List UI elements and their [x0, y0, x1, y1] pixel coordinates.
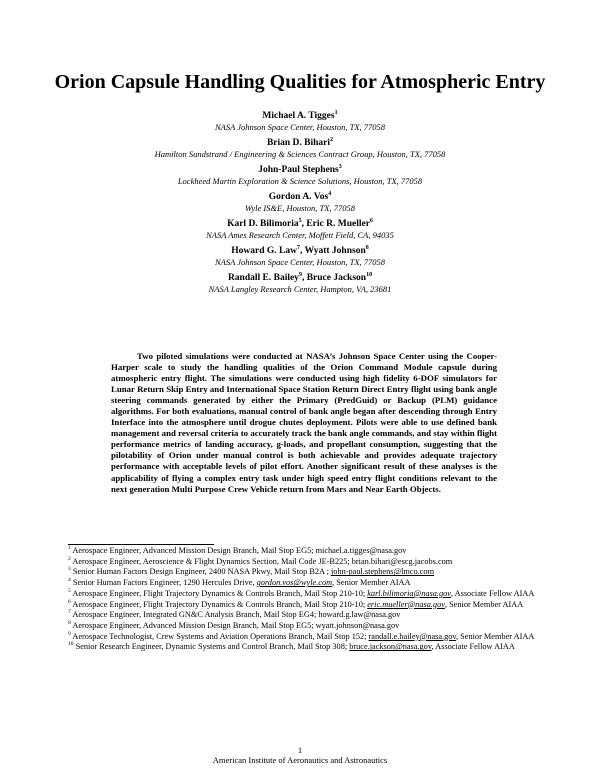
footnote-email-link[interactable]: eric.mueller@nasa.gov [367, 599, 445, 609]
footnote-text: Aerospace Technologist, Crew Systems and Aviation Operations Branch, Mail Stop 152; [72, 631, 369, 641]
footnote-text-suffix: , Senior Member AIAA [332, 578, 411, 588]
footnote [68, 600, 544, 611]
author-block-2 [0, 137, 600, 160]
footnote-text: Aerospace Engineer, Advanced Mission Design Branch, Mail Stop EG5; wyatt.johnson@nasa.gov [72, 620, 400, 630]
author-sup: 6 [369, 217, 373, 224]
author-block-4 [0, 191, 600, 214]
author-name: Brian D. Bihari [266, 138, 331, 148]
author-sup: 4 [328, 190, 332, 197]
author-sup: 2 [330, 136, 334, 143]
author-name: Howard G. Law [231, 246, 297, 256]
footnote-text-suffix: , Associate Fellow AIAA [431, 642, 515, 652]
footnote-marker: 2 [68, 555, 71, 562]
footnote [68, 642, 544, 653]
footnote-text: Aerospace Engineer, Flight Trajectory Dynamics & Controls Branch, Mail Stop 210-10; [72, 588, 368, 598]
footnotes [68, 546, 544, 653]
footnote-email-link[interactable]: randall.e.bailey@nasa.gov [368, 631, 457, 641]
footnote-email-link[interactable]: bruce.jackson@nasa.gov [349, 642, 432, 652]
author-name: Eric R. Mueller [306, 219, 370, 229]
footnote-text-suffix: , Associate Fellow AIAA [450, 588, 535, 598]
footnote-marker: 7 [68, 609, 71, 616]
footnote-text-suffix: , Senior Member AIAA [444, 599, 524, 609]
footnote-text: Aerospace Engineer, Flight Trajectory Dynamics & Controls Branch, Mail Stop 210-10; [72, 599, 368, 609]
author-name: Gordon A. Vos [268, 192, 329, 202]
author-block-1 [0, 110, 600, 133]
author-affiliation: Wyle IS&E, Houston, TX, 77058 [245, 203, 355, 213]
footnote-marker: 10 [68, 641, 74, 648]
author-name: Wyatt Johnson [304, 246, 366, 256]
author-block-7: Randall E. Bailey$^9$, Bruce Jackson$^{10}$ NASA Langley Research Center, Hampton, VA, 23681 [0, 272, 600, 295]
footnote-text: Aerospace Engineer, Advanced Mission Design Branch, Mail Stop EG5; michael.a.tigges@nasa.gov [72, 546, 407, 555]
author-name: Karl D. Bilimoria [227, 219, 299, 229]
author-affiliation: NASA Ames Research Center, Moffett Field, CA, 94035 [206, 230, 394, 240]
author-affiliation: NASA Langley Research Center, Hampton, VA, 23681 [208, 284, 392, 294]
footnote-marker: 3 [68, 566, 71, 573]
author-sup: 10 [366, 271, 373, 278]
author-block-5: Karl D. Bilimoria$^5$, Eric R. Mueller$^6$ NASA Ames Research Center, Moffett Field, CA, 94035 [0, 218, 600, 241]
footnote-text: Senior Research Engineer, Dynamic Systems and Control Branch, Mail Stop 308; [75, 642, 350, 652]
footnote-marker: 8 [68, 620, 71, 627]
author-sup: 8 [365, 244, 369, 251]
footnote-marker: 9 [68, 630, 71, 637]
footnote [68, 610, 544, 621]
author-affiliation: NASA Johnson Space Center, Houston, TX, 77058 [214, 257, 386, 267]
footnote-email-link[interactable]: john-paul.stephens@lmco.com [331, 567, 435, 577]
footnote [68, 589, 544, 600]
footnote-text-suffix: , Senior Member AIAA [456, 631, 535, 641]
author-sup: 7 [296, 244, 300, 251]
footnote [68, 546, 544, 557]
footnote [68, 578, 544, 589]
author-list [0, 110, 600, 299]
author-name: Randall E. Bailey [227, 273, 299, 283]
author-affiliation: NASA Johnson Space Center, Houston, TX, 77058 [214, 122, 386, 132]
author-name: Michael A. Tigges [262, 111, 335, 121]
author-name: John-Paul Stephens [258, 165, 339, 175]
paper-title: Orion Capsule Handling Qualities for Atmospheric Entry [54, 71, 546, 93]
footnote-email-link[interactable]: karl.bilimoria@nasa.gov [367, 588, 451, 598]
footer-organization: American Institute of Aeronautics and Astronautics [212, 755, 388, 765]
abstract: Two piloted simulations were conducted at NASA’s Johnson Space Center using the Cooper-Harper scale to study the handling qualities of the Orion Command Module capsule during atmospheric entry flight. The simulations were conducted using high fidelity 6-DOF simulators for Lunar Return Skip Entry and International Space Station Return Direct Entry flight using bank angle steering commands generated by either the Primary (PredGuid) or Backup (PLM) guidance algorithms. For both evaluations, manual control of bank angle began after descending through Entry Interface into the atmosphere until drogue chutes deployment. Pilots were able to use defined bank management and reversal criteria to accurately track the bank angle commands, and stay within flight performance metrics of landing accuracy, g-loads, and propellant consumption, suggesting that the pilotability of Orion under manual control is both achievable and provides adequate trajectory performance with acceptable levels of pilot effort. Another significant result of these analyses is the applicability of flying a complex entry task under high speed entry flight conditions relevant to the next generation Multi Purpose Crew Vehicle return from Mars and Near Earth Objects. [111, 351, 497, 494]
footnote-text: Senior Human Factors Design Engineer, 2400 NASA Pkwy, Mail Stop B2A ; [72, 567, 331, 577]
footnote [68, 632, 544, 643]
footnote-marker: 1 [68, 545, 71, 552]
footnote-divider [68, 544, 214, 545]
author-sup: 1 [334, 109, 338, 116]
footnote-text: Senior Human Factors Engineer, 1290 Hercules Drive, [72, 578, 257, 588]
author-block-3 [0, 164, 600, 187]
author-block-6: Howard G. Law$^7$, Wyatt Johnson$^8$ NASA Johnson Space Center, Houston, TX, 77058 [0, 245, 600, 268]
author-sup: 5 [298, 217, 302, 224]
footnote [68, 557, 544, 568]
author-affiliation: Lockheed Martin Exploration & Science Solutions, Houston, TX, 77058 [177, 176, 423, 186]
author-affiliation: Hamilton Sundstrand / Engineering & Sciences Contract Group, Houston, TX, 77058 [154, 149, 446, 159]
footnote-text: Aerospace Engineer, Aeroscience & Flight Dynamics Section, Mail Code JE-B225; brian.bihari@escg.jacobs.com [72, 556, 453, 566]
author-sup: 9 [298, 271, 302, 278]
author-name: Bruce Jackson [306, 273, 367, 283]
page-number: 1 [297, 745, 303, 755]
footnote [68, 621, 544, 632]
footnote [68, 567, 544, 578]
footnote-text: Aerospace Engineer, Integrated GN&C Analysis Branch, Mail Stop EG4; howard.g.law@nasa.gov [72, 610, 401, 620]
footnote-marker: 5 [68, 588, 71, 595]
author-sup: 3 [338, 163, 342, 170]
footnote-marker: 6 [68, 598, 71, 605]
footnote-email-link[interactable]: gordon.vos@wyle.com [256, 578, 333, 588]
footnote-marker: 4 [68, 577, 71, 584]
